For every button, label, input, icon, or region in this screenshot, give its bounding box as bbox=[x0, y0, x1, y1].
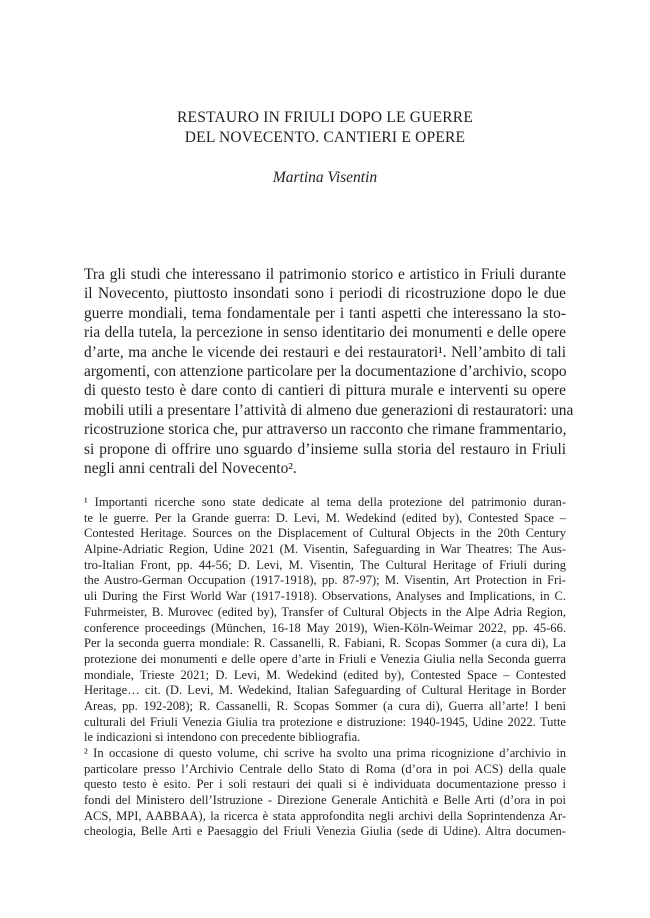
title-line: RESTAURO IN FRIULI DOPO LE GUERRE bbox=[177, 109, 473, 126]
body-line: si propone di offrire uno sguardo d’insieme sulla storia del restauro in Friuli bbox=[84, 440, 566, 458]
footnote-line: fondi del Ministero dell’Istruzione - Direzione Generale Antichità e Belle Arti (d’ora in poi bbox=[84, 793, 566, 808]
body-text bbox=[84, 265, 574, 478]
body-line: guerre mondiali, tema fondamentale per i tanti aspetti che interessano la sto- bbox=[84, 304, 566, 322]
body-line: il Novecento, piuttosto insondati sono i periodi di ricostruzione dopo le due bbox=[84, 285, 566, 303]
footnote-line: Areas, pp. 192-208); R. Cassanelli, R. Scopas Sommer (a cura di), Guerra all’arte! I beni bbox=[84, 698, 566, 713]
body-line: ricostruzione storica che, pur attraverso un racconto che rimane frammentario, bbox=[84, 421, 567, 439]
footnote-line: ¹ Importanti ricerche sono state dedicate al tema della protezione del patrimonio duran- bbox=[84, 495, 566, 509]
author-name: Martina Visentin bbox=[272, 169, 378, 186]
footnote-line: ACS, MPI, AABBAA), la ricerca è stata approfondita negli archivi della Soprintendenza Ar- bbox=[84, 808, 566, 823]
footnote-line: Fuhrmeister, B. Murovec (edited by), Transfer of Cultural Objects in the Alpe Adria Region, bbox=[84, 604, 566, 619]
footnote-line: ² In occasione di questo volume, chi scrive ha svolto una prima ricognizione d’archivio in bbox=[84, 746, 566, 760]
body-line: ria della tutela, la percezione in senso identitario dei monumenti e delle opere bbox=[84, 324, 566, 342]
footnotes bbox=[84, 495, 566, 840]
footnote-line: tro-Italian Front, pp. 44-56; D. Levi, M. Visentin, The Cultural Heritage of Friuli during bbox=[84, 557, 566, 572]
footnote-line: te le guerre. Per la Grande guerra: D. Levi, M. Wedekind (edited by), Contested Space – bbox=[84, 510, 566, 525]
body-line: di questo testo è dare conto di cantieri di pittura murale e interventi su opere bbox=[84, 382, 566, 400]
footnote-line: questo testo è esito. Per i soli restauri dei quali si è individuata documentazione presso i bbox=[84, 777, 566, 792]
body-line: d’arte, ma anche le vicende dei restauri e dei restauratori¹. Nell’ambito di tali bbox=[84, 343, 566, 361]
footnote-line: Heritage… cit. (D. Levi, M. Wedekind, Italian Safeguarding of Cultural Heritage in Border bbox=[84, 683, 566, 698]
footnote-line: uli During the First World War (1917-1918). Observations, Analyses and Implications, in C. bbox=[84, 589, 566, 604]
body-line: Tra gli studi che interessano il patrimonio storico e artistico in Friuli durante bbox=[84, 266, 566, 283]
body-line: negli anni centrali del Novecento². bbox=[84, 459, 297, 477]
body-line: argomenti, con attenzione particolare per la documentazione d’archivio, scopo bbox=[84, 362, 567, 380]
body-line: mobili utili a presentare l’attività di almeno due generazioni di restauratori: una bbox=[84, 401, 574, 419]
article-title bbox=[100, 108, 550, 148]
footnote-line: le indicazioni si intendono con precedente bibliografia. bbox=[84, 730, 361, 745]
footnote-line: mondiale, Trieste 2021; D. Levi, M. Wedekind (edited by), Contested Space – Contested bbox=[84, 667, 566, 682]
footnote-line: Contested Heritage. Sources on the Displacement of Cultural Objects in the 20th Century bbox=[84, 526, 566, 541]
footnote-line: Per la seconda guerra mondiale: R. Cassanelli, R. Fabiani, R. Scopas Sommer (a cura di), La bbox=[84, 636, 566, 651]
footnote-line: protezione dei monumenti e delle opere d’arte in Friuli e Venezia Giulia nella Seconda guerra bbox=[84, 651, 566, 666]
footnote-line: culturali del Friuli Venezia Giulia tra protezione e distruzione: 1940-1945, Udine 2022. Tutte bbox=[84, 714, 566, 729]
footnote-line: cheologia, Belle Arti e Paesaggio del Friuli Venezia Giulia (sede di Udine). Altra documen- bbox=[84, 824, 566, 839]
title-line: DEL NOVECENTO. CANTIERI E OPERE bbox=[184, 129, 466, 146]
footnote-line: Alpine-Adriatic Region, Udine 2021 (M. Visentin, Safeguarding in War Theatres: The Aus- bbox=[84, 542, 566, 557]
footnote-line: particolare presso l’Archivio Centrale dello Stato di Roma (d’ora in poi ACS) della quale bbox=[84, 761, 566, 776]
footnote-line: conference proceedings (München, 16-18 May 2019), Wien-Köln-Weimar 2022, pp. 45-66. bbox=[84, 620, 566, 635]
footnote-line: the Austro-German Occupation (1917-1918), pp. 87-97); M. Visentin, Art Protection in Fri- bbox=[84, 573, 566, 588]
